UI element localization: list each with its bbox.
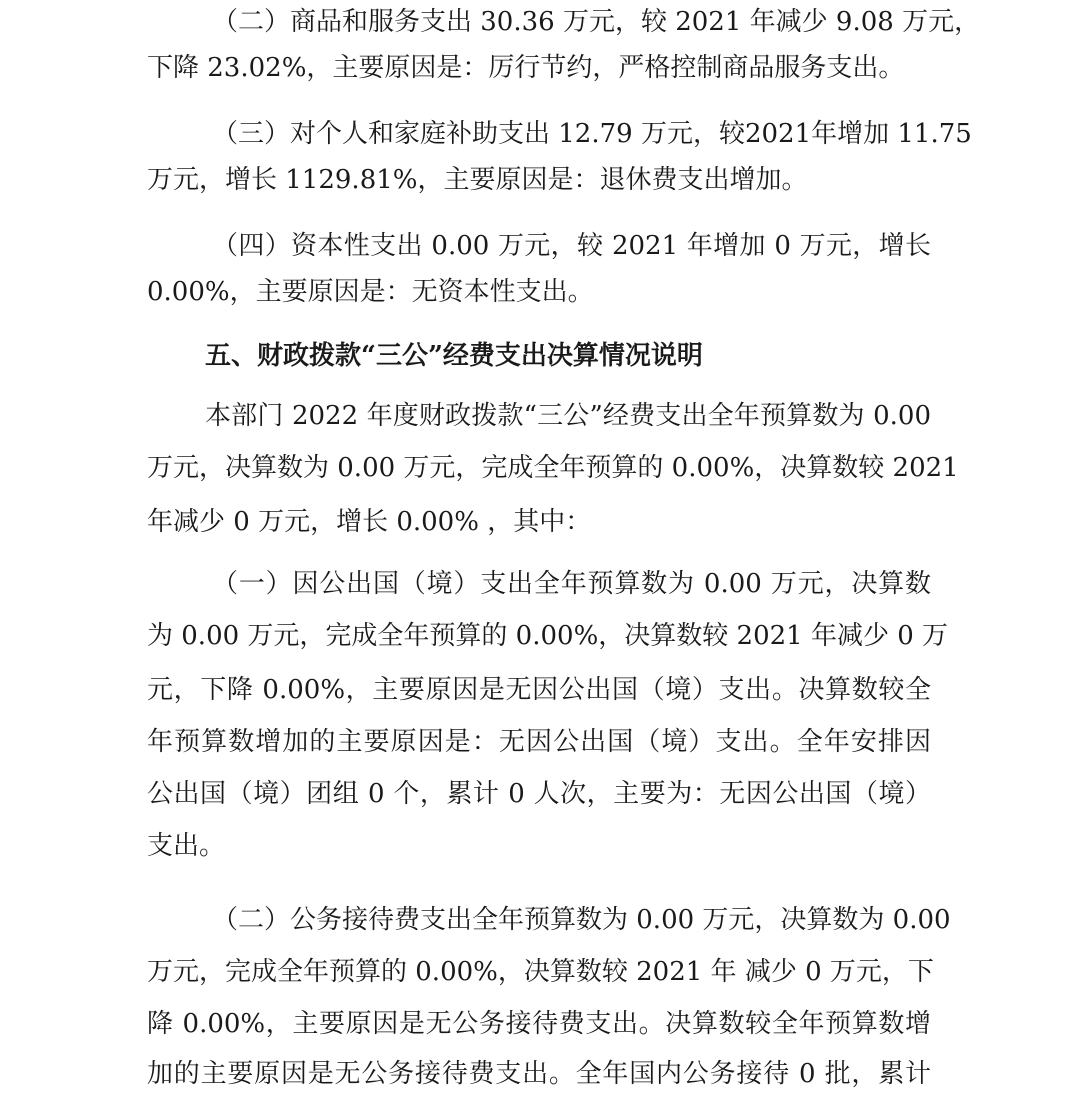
paragraph-goods-services-line: （二）商品和服务支出 30.36 万元，较 2021 年减少 9.08 万元， [212, 7, 981, 37]
paragraph-overseas-line: 年预算数增加的主要原因是：无因公出国（境）支出。全年安排因 [147, 727, 931, 757]
paragraph-goods-services-line: 下降 23.02%，主要原因是：厉行节约，严格控制商品服务支出。 [147, 53, 905, 83]
paragraph-overseas-line: 支出。 [147, 831, 226, 861]
paragraph-overseas-line: 公出国（境）团组 0 个，累计 0 人次，主要为：无因公出国（境） [147, 779, 931, 809]
paragraph-reception-line: （二）公务接待费支出全年预算数为 0.00 万元，决算数为 0.00 [212, 905, 951, 935]
paragraph-overseas-line: （一）因公出国（境）支出全年预算数为 0.00 万元，决算数 [212, 569, 931, 599]
paragraph-reception-line: 加的主要原因是无公务接待费支出。全年国内公务接待 0 批，累计 [147, 1059, 931, 1089]
paragraph-reception-line: 降 0.00%，主要原因是无公务接待费支出。决算数较全年预算数增 [147, 1009, 931, 1039]
paragraph-reception-line: 万元，完成全年预算的 0.00%，决算数较 2021 年 减少 0 万元，下 [147, 957, 934, 987]
paragraph-subsidy-line: 万元，增长 1129.81%，主要原因是：退休费支出增加。 [147, 165, 808, 195]
paragraph-three-public-line: 万元，决算数为 0.00 万元，完成全年预算的 0.00%，决算数较 2021 [147, 453, 959, 483]
section-heading: 五、财政拨款“三公”经费支出决算情况说明 [205, 341, 703, 371]
paragraph-subsidy-line: （三）对个人和家庭补助支出 12.79 万元，较2021年增加 11.75 [212, 119, 972, 149]
paragraph-overseas-line: 为 0.00 万元，完成全年预算的 0.00%，决算数较 2021 年减少 0 万 [147, 621, 949, 651]
paragraph-capital-line: （四）资本性支出 0.00 万元，较 2021 年增加 0 万元，增长 [212, 231, 931, 261]
paragraph-capital-line: 0.00%，主要原因是：无资本性支出。 [147, 277, 594, 307]
paragraph-three-public-line: 年减少 0 万元，增长 0.00% ，其中： [147, 507, 592, 537]
paragraph-three-public-line: 本部门 2022 年度财政拨款“三公”经费支出全年预算数为 0.00 [205, 401, 931, 431]
paragraph-overseas-line: 元，下降 0.00%，主要原因是无因公出国（境）支出。决算数较全 [147, 675, 931, 705]
